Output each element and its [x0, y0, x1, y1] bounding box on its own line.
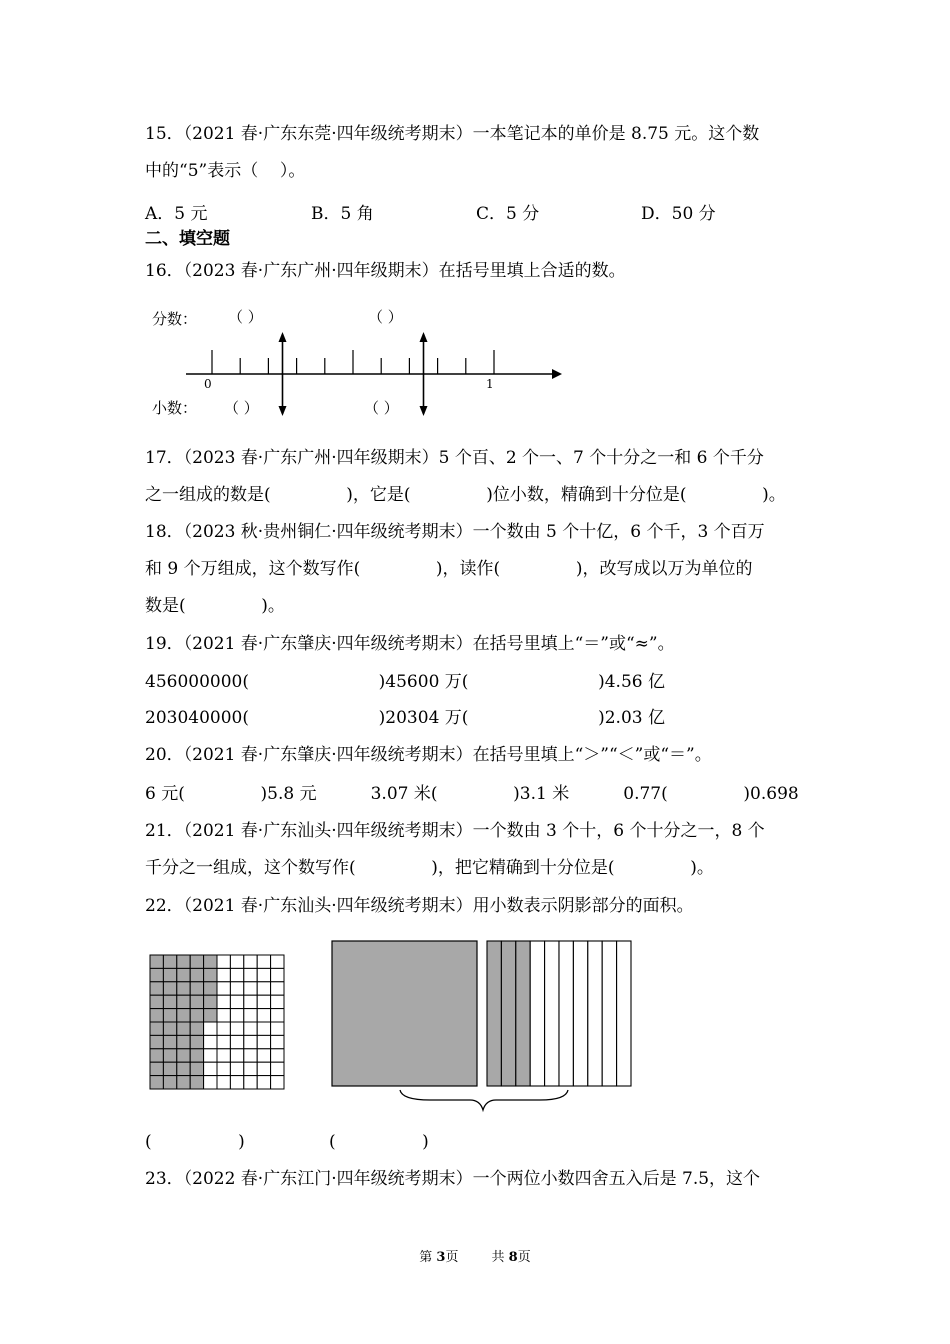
- grid-cell: [163, 1076, 176, 1089]
- grid-cell: [204, 1049, 217, 1062]
- arrow-up-head: [279, 332, 287, 342]
- grid-cell: [190, 982, 203, 995]
- grid-cell: [150, 1062, 163, 1075]
- q18-line3: 数是( )。: [145, 596, 285, 616]
- strip-cell: [573, 941, 587, 1086]
- arrow-down-head: [279, 406, 287, 416]
- decimal-label: 小数：: [152, 399, 198, 417]
- grid-cell: [177, 1022, 190, 1035]
- grid-cell: [230, 1049, 243, 1062]
- grid-cell: [230, 1062, 243, 1075]
- grid-cell: [190, 1062, 203, 1075]
- grid-cell: [244, 1022, 257, 1035]
- arrow-down-head: [420, 406, 428, 416]
- grid-cell: [257, 1076, 270, 1089]
- grid-cell: [217, 1022, 230, 1035]
- q20-line1: 20．（2021 春·广东肇庆·四年级统考期末）在括号里填上“＞”“＜”或“＝”。: [145, 745, 712, 765]
- grid-cell: [230, 955, 243, 968]
- strip-cell: [530, 941, 544, 1086]
- grid-cell: [217, 995, 230, 1008]
- q21-line2: 千分之一组成，这个数写作( )，把它精确到十分位是( )。: [145, 858, 714, 878]
- grid-cell: [163, 955, 176, 968]
- strip-cell: [501, 941, 515, 1086]
- q22-text: 22．（2021 春·广东汕头·四年级统考期末）用小数表示阴影部分的面积。: [145, 896, 694, 916]
- fraction-blank-1[interactable]: （ ）: [228, 308, 263, 326]
- q19-line1: 19．（2021 春·广东肇庆·四年级统考期末）在括号里填上“＝”或“≈”。: [145, 634, 675, 654]
- fraction-label: 分数：: [152, 310, 198, 328]
- grid-cell: [271, 1076, 284, 1089]
- grid-cell: [150, 1035, 163, 1048]
- current-page: 3: [436, 1250, 446, 1265]
- grid-cell: [150, 968, 163, 981]
- grid-cell: [244, 982, 257, 995]
- grid-cell: [190, 968, 203, 981]
- decimal-blank-2[interactable]: （ ）: [364, 399, 399, 417]
- grid-cell: [204, 1022, 217, 1035]
- grid-cell: [271, 995, 284, 1008]
- grid-cell: [271, 955, 284, 968]
- q19-line3: 203040000( )20304 万( )2.03 亿: [145, 708, 665, 728]
- q15-line1: 15．（2021 春·广东东莞·四年级统考期末）一本笔记本的单价是 8.75 元。这个数: [145, 124, 760, 144]
- grid-cell: [177, 995, 190, 1008]
- grid-cell: [217, 968, 230, 981]
- grid-cell: [177, 1035, 190, 1048]
- tick-label-zero: 0: [204, 377, 212, 391]
- grid-cell: [257, 955, 270, 968]
- grid-cell: [177, 955, 190, 968]
- grid-cell: [163, 968, 176, 981]
- grid-cell: [271, 1035, 284, 1048]
- area-figures: [140, 940, 660, 1120]
- q20-line2: 6 元( )5.8 元 3.07 米( )3.1 米 0.77( )0.698: [145, 784, 799, 804]
- grid-cell: [204, 1062, 217, 1075]
- grid-cell: [163, 1009, 176, 1022]
- grid-cell: [257, 982, 270, 995]
- q18-line1: 18．（2023 秋·贵州铜仁·四年级统考期末）一个数由 5 个十亿，6 个千，3 个百万: [145, 522, 765, 542]
- grid-cell: [271, 1049, 284, 1062]
- tick-label-one: 1: [486, 377, 494, 391]
- grid-cell: [230, 1022, 243, 1035]
- grid-cell: [190, 955, 203, 968]
- q15-option-d[interactable]: D．50 分: [641, 204, 716, 224]
- decimal-blank-1[interactable]: （ ）: [224, 399, 259, 417]
- grid-cell: [217, 982, 230, 995]
- grid-cell: [257, 1049, 270, 1062]
- strip-cell: [487, 941, 501, 1086]
- number-line-arrowhead: [552, 369, 562, 379]
- grid-cell: [271, 1022, 284, 1035]
- grid-cell: [204, 955, 217, 968]
- grid-cell: [150, 1022, 163, 1035]
- full-unit-square: [332, 941, 477, 1086]
- q17-line1: 17．（2023 春·广东广州·四年级期末）5 个百、2 个一、7 个十分之一和 6 个千分: [145, 448, 764, 468]
- grid-cell: [257, 1062, 270, 1075]
- q15-option-c[interactable]: C．5 分: [476, 204, 540, 224]
- grid-cell: [204, 1076, 217, 1089]
- grid-cell: [244, 1009, 257, 1022]
- grid-cell: [217, 1076, 230, 1089]
- grid-cell: [217, 1049, 230, 1062]
- grid-cell: [163, 982, 176, 995]
- page-footer: 第 3页 共 8页: [419, 1250, 531, 1265]
- number-line-figure: [140, 300, 580, 425]
- grid-cell: [257, 995, 270, 1008]
- q23-line1: 23．（2022 春·广东江门·四年级统考期末）一个两位小数四舍五入后是 7.5，这个: [145, 1169, 761, 1189]
- grid-cell: [271, 968, 284, 981]
- grid-cell: [163, 995, 176, 1008]
- strip-cell: [588, 941, 602, 1086]
- q15-line2: 中的“5”表示（ ）。: [145, 161, 306, 181]
- q22-blank-1[interactable]: ( ): [145, 1132, 245, 1152]
- q15-option-b[interactable]: B．5 角: [311, 204, 374, 224]
- total-pages: 8: [508, 1250, 518, 1265]
- grid-cell: [244, 1062, 257, 1075]
- grid-cell: [177, 1076, 190, 1089]
- grid-cell: [244, 955, 257, 968]
- grid-cell: [190, 1022, 203, 1035]
- grid-cell: [230, 982, 243, 995]
- grid-cell: [244, 1035, 257, 1048]
- grid-cell: [150, 982, 163, 995]
- grid-cell: [150, 1009, 163, 1022]
- q16-text: 16．（2023 春·广东广州·四年级期末）在括号里填上合适的数。: [145, 261, 626, 281]
- q19-line2: 456000000( )45600 万( )4.56 亿: [145, 672, 665, 692]
- strip-cell: [617, 941, 631, 1086]
- fraction-blank-2[interactable]: （ ）: [368, 308, 403, 326]
- grid-cell: [177, 1009, 190, 1022]
- q15-option-a[interactable]: A．5 元: [145, 204, 208, 224]
- grid-cell: [190, 995, 203, 1008]
- arrow-up-head: [420, 332, 428, 342]
- grid-cell: [230, 995, 243, 1008]
- grid-cell: [150, 995, 163, 1008]
- grid-cell: [190, 1076, 203, 1089]
- grid-cell: [257, 968, 270, 981]
- section-title: 二、填空题: [145, 229, 230, 249]
- grid-cell: [163, 1035, 176, 1048]
- grid-cell: [244, 968, 257, 981]
- grid-cell: [204, 968, 217, 981]
- grid-cell: [271, 1062, 284, 1075]
- grid-cell: [230, 1035, 243, 1048]
- brace: [400, 1090, 568, 1110]
- q21-line1: 21．（2021 春·广东汕头·四年级统考期末）一个数由 3 个十，6 个十分之一，8 个: [145, 821, 765, 841]
- q17-line2: 之一组成的数是( )，它是( )位小数，精确到十分位是( )。: [145, 485, 786, 505]
- grid-cell: [163, 1049, 176, 1062]
- grid-cell: [217, 1062, 230, 1075]
- grid-cell: [150, 1049, 163, 1062]
- grid-cell: [190, 1009, 203, 1022]
- grid-cell: [271, 982, 284, 995]
- strip-cell: [602, 941, 616, 1086]
- strip-cell: [545, 941, 559, 1086]
- grid-cell: [177, 1062, 190, 1075]
- q18-line2: 和 9 个万组成，这个数写作( )，读作( )，改写成以万为单位的: [145, 559, 753, 579]
- grid-cell: [217, 1035, 230, 1048]
- q22-blank-2[interactable]: ( ): [329, 1132, 429, 1152]
- hundred-grid: [150, 955, 284, 1089]
- grid-cell: [217, 955, 230, 968]
- grid-cell: [190, 1049, 203, 1062]
- grid-cell: [163, 1022, 176, 1035]
- grid-cell: [244, 1076, 257, 1089]
- grid-cell: [230, 1009, 243, 1022]
- grid-cell: [244, 995, 257, 1008]
- grid-cell: [150, 1076, 163, 1089]
- grid-cell: [257, 1035, 270, 1048]
- grid-cell: [204, 1009, 217, 1022]
- strip-grid: [487, 941, 631, 1086]
- grid-cell: [204, 982, 217, 995]
- grid-cell: [230, 968, 243, 981]
- grid-cell: [257, 1022, 270, 1035]
- strip-cell: [516, 941, 530, 1086]
- grid-cell: [163, 1062, 176, 1075]
- grid-cell: [177, 1049, 190, 1062]
- grid-cell: [244, 1049, 257, 1062]
- grid-cell: [190, 1035, 203, 1048]
- grid-cell: [230, 1076, 243, 1089]
- grid-cell: [217, 1009, 230, 1022]
- grid-cell: [204, 1035, 217, 1048]
- grid-cell: [204, 995, 217, 1008]
- grid-cell: [271, 1009, 284, 1022]
- grid-cell: [257, 1009, 270, 1022]
- grid-cell: [150, 955, 163, 968]
- strip-cell: [559, 941, 573, 1086]
- grid-cell: [177, 968, 190, 981]
- grid-cell: [177, 982, 190, 995]
